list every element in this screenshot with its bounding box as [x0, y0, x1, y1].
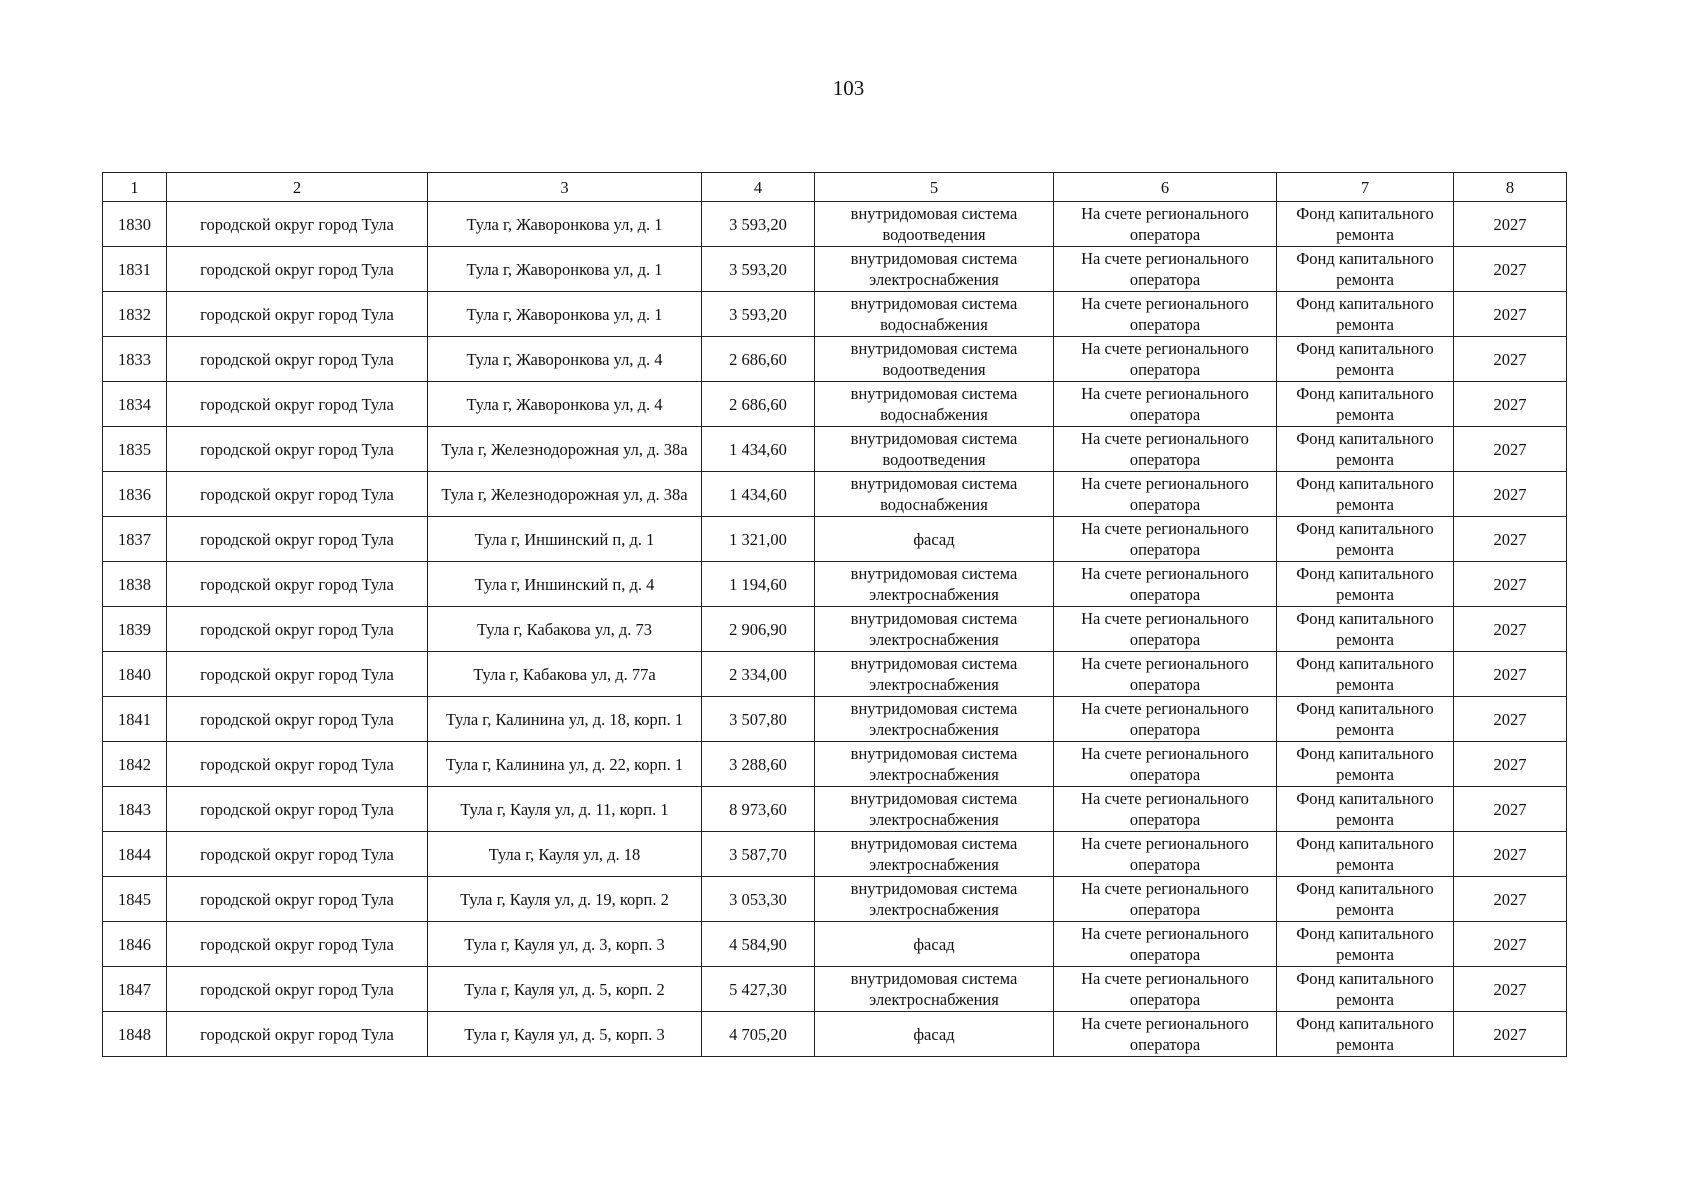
- table-row: [103, 787, 1567, 832]
- cell-fund-account: На счете регионального оператора: [1054, 967, 1277, 1012]
- cell-address: Тула г, Кауля ул, д. 19, корп. 2: [428, 877, 702, 922]
- cell-row-number: 1839: [103, 607, 167, 652]
- cell-funding-source: Фонд капитального ремонта: [1277, 652, 1454, 697]
- cell-municipality: городской округ город Тула: [167, 292, 428, 337]
- cell-funding-source: Фонд капитального ремонта: [1277, 202, 1454, 247]
- cell-address: Тула г, Кабакова ул, д. 73: [428, 607, 702, 652]
- cell-funding-source: Фонд капитального ремонта: [1277, 787, 1454, 832]
- cell-address: Тула г, Иншинский п, д. 1: [428, 517, 702, 562]
- cell-row-number: 1834: [103, 382, 167, 427]
- cell-address: Тула г, Железнодорожная ул, д. 38а: [428, 427, 702, 472]
- cell-work-type: внутридомовая система электроснабжения: [815, 967, 1054, 1012]
- cell-municipality: городской округ город Тула: [167, 607, 428, 652]
- cell-fund-account: На счете регионального оператора: [1054, 517, 1277, 562]
- cell-area: 3 288,60: [702, 742, 815, 787]
- cell-municipality: городской округ город Тула: [167, 382, 428, 427]
- cell-address: Тула г, Кауля ул, д. 18: [428, 832, 702, 877]
- cell-row-number: 1845: [103, 877, 167, 922]
- table-row: [103, 742, 1567, 787]
- cell-address: Тула г, Кауля ул, д. 3, корп. 3: [428, 922, 702, 967]
- cell-row-number: 1831: [103, 247, 167, 292]
- cell-year: 2027: [1454, 697, 1567, 742]
- cell-work-type: внутридомовая система электроснабжения: [815, 697, 1054, 742]
- cell-year: 2027: [1454, 472, 1567, 517]
- cell-fund-account: На счете регионального оператора: [1054, 202, 1277, 247]
- table-row: [103, 292, 1567, 337]
- cell-row-number: 1832: [103, 292, 167, 337]
- header-row: [103, 173, 1567, 202]
- column-header-8: 8: [1454, 173, 1567, 202]
- cell-address: Тула г, Калинина ул, д. 22, корп. 1: [428, 742, 702, 787]
- cell-row-number: 1835: [103, 427, 167, 472]
- cell-work-type: внутридомовая система электроснабжения: [815, 652, 1054, 697]
- cell-fund-account: На счете регионального оператора: [1054, 922, 1277, 967]
- cell-year: 2027: [1454, 922, 1567, 967]
- column-header-1: 1: [103, 173, 167, 202]
- cell-funding-source: Фонд капитального ремонта: [1277, 607, 1454, 652]
- cell-fund-account: На счете регионального оператора: [1054, 247, 1277, 292]
- cell-year: 2027: [1454, 427, 1567, 472]
- cell-fund-account: На счете регионального оператора: [1054, 877, 1277, 922]
- cell-address: Тула г, Кауля ул, д. 5, корп. 2: [428, 967, 702, 1012]
- page-number: 103: [832, 76, 865, 100]
- cell-area: 8 973,60: [702, 787, 815, 832]
- cell-year: 2027: [1454, 967, 1567, 1012]
- cell-funding-source: Фонд капитального ремонта: [1277, 427, 1454, 472]
- cell-funding-source: Фонд капитального ремонта: [1277, 922, 1454, 967]
- column-header-4: 4: [702, 173, 815, 202]
- capital-repair-table: [102, 172, 1567, 1057]
- cell-funding-source: Фонд капитального ремонта: [1277, 832, 1454, 877]
- cell-municipality: городской округ город Тула: [167, 967, 428, 1012]
- table-row: [103, 697, 1567, 742]
- cell-fund-account: На счете регионального оператора: [1054, 652, 1277, 697]
- cell-fund-account: На счете регионального оператора: [1054, 607, 1277, 652]
- cell-funding-source: Фонд капитального ремонта: [1277, 337, 1454, 382]
- cell-work-type: внутридомовая система водоснабжения: [815, 292, 1054, 337]
- cell-funding-source: Фонд капитального ремонта: [1277, 1012, 1454, 1057]
- cell-year: 2027: [1454, 517, 1567, 562]
- cell-funding-source: Фонд капитального ремонта: [1277, 697, 1454, 742]
- cell-year: 2027: [1454, 877, 1567, 922]
- cell-address: Тула г, Жаворонкова ул, д. 1: [428, 292, 702, 337]
- cell-year: 2027: [1454, 247, 1567, 292]
- table-row: [103, 607, 1567, 652]
- column-header-5: 5: [815, 173, 1054, 202]
- cell-work-type: внутридомовая система водоснабжения: [815, 472, 1054, 517]
- cell-funding-source: Фонд капитального ремонта: [1277, 967, 1454, 1012]
- cell-funding-source: Фонд капитального ремонта: [1277, 742, 1454, 787]
- cell-year: 2027: [1454, 787, 1567, 832]
- cell-row-number: 1838: [103, 562, 167, 607]
- cell-municipality: городской округ город Тула: [167, 742, 428, 787]
- cell-work-type: внутридомовая система водоотведения: [815, 427, 1054, 472]
- table-body: [103, 202, 1567, 1057]
- cell-row-number: 1843: [103, 787, 167, 832]
- cell-address: Тула г, Жаворонкова ул, д. 4: [428, 382, 702, 427]
- cell-work-type: фасад: [815, 1012, 1054, 1057]
- cell-municipality: городской округ город Тула: [167, 472, 428, 517]
- cell-municipality: городской округ город Тула: [167, 517, 428, 562]
- cell-fund-account: На счете регионального оператора: [1054, 382, 1277, 427]
- table-row: [103, 202, 1567, 247]
- cell-address: Тула г, Кабакова ул, д. 77а: [428, 652, 702, 697]
- cell-address: Тула г, Кауля ул, д. 5, корп. 3: [428, 1012, 702, 1057]
- cell-address: Тула г, Кауля ул, д. 11, корп. 1: [428, 787, 702, 832]
- column-header-6: 6: [1054, 173, 1277, 202]
- table-row: [103, 472, 1567, 517]
- cell-year: 2027: [1454, 562, 1567, 607]
- cell-area: 1 194,60: [702, 562, 815, 607]
- cell-year: 2027: [1454, 832, 1567, 877]
- cell-address: Тула г, Иншинский п, д. 4: [428, 562, 702, 607]
- cell-work-type: фасад: [815, 922, 1054, 967]
- cell-area: 4 584,90: [702, 922, 815, 967]
- cell-area: 3 593,20: [702, 202, 815, 247]
- table-row: [103, 337, 1567, 382]
- cell-municipality: городской округ город Тула: [167, 562, 428, 607]
- cell-work-type: внутридомовая система водоотведения: [815, 337, 1054, 382]
- cell-row-number: 1844: [103, 832, 167, 877]
- cell-fund-account: На счете регионального оператора: [1054, 427, 1277, 472]
- cell-address: Тула г, Жаворонкова ул, д. 4: [428, 337, 702, 382]
- cell-row-number: 1846: [103, 922, 167, 967]
- cell-area: 3 507,80: [702, 697, 815, 742]
- table-row: [103, 427, 1567, 472]
- cell-work-type: внутридомовая система электроснабжения: [815, 787, 1054, 832]
- cell-fund-account: На счете регионального оператора: [1054, 562, 1277, 607]
- table-row: [103, 832, 1567, 877]
- cell-work-type: внутридомовая система водоотведения: [815, 202, 1054, 247]
- cell-area: 1 434,60: [702, 472, 815, 517]
- cell-address: Тула г, Жаворонкова ул, д. 1: [428, 202, 702, 247]
- column-header-3: 3: [428, 173, 702, 202]
- cell-area: 2 686,60: [702, 337, 815, 382]
- cell-funding-source: Фонд капитального ремонта: [1277, 382, 1454, 427]
- cell-municipality: городской округ город Тула: [167, 202, 428, 247]
- cell-municipality: городской округ город Тула: [167, 922, 428, 967]
- cell-year: 2027: [1454, 202, 1567, 247]
- cell-row-number: 1840: [103, 652, 167, 697]
- cell-fund-account: На счете регионального оператора: [1054, 787, 1277, 832]
- cell-work-type: внутридомовая система электроснабжения: [815, 607, 1054, 652]
- cell-area: 3 053,30: [702, 877, 815, 922]
- cell-fund-account: На счете регионального оператора: [1054, 742, 1277, 787]
- cell-address: Тула г, Железнодорожная ул, д. 38а: [428, 472, 702, 517]
- cell-work-type: внутридомовая система электроснабжения: [815, 562, 1054, 607]
- table-row: [103, 652, 1567, 697]
- cell-fund-account: На счете регионального оператора: [1054, 292, 1277, 337]
- table-row: [103, 1012, 1567, 1057]
- cell-year: 2027: [1454, 607, 1567, 652]
- cell-funding-source: Фонд капитального ремонта: [1277, 877, 1454, 922]
- cell-year: 2027: [1454, 742, 1567, 787]
- cell-area: 1 434,60: [702, 427, 815, 472]
- cell-area: 3 593,20: [702, 247, 815, 292]
- cell-work-type: внутридомовая система водоснабжения: [815, 382, 1054, 427]
- cell-municipality: городской округ город Тула: [167, 697, 428, 742]
- table-row: [103, 967, 1567, 1012]
- table-row: [103, 922, 1567, 967]
- cell-funding-source: Фонд капитального ремонта: [1277, 247, 1454, 292]
- column-header-7: 7: [1277, 173, 1454, 202]
- cell-funding-source: Фонд капитального ремонта: [1277, 472, 1454, 517]
- cell-row-number: 1841: [103, 697, 167, 742]
- cell-area: 5 427,30: [702, 967, 815, 1012]
- cell-address: Тула г, Жаворонкова ул, д. 1: [428, 247, 702, 292]
- cell-area: 2 334,00: [702, 652, 815, 697]
- cell-row-number: 1833: [103, 337, 167, 382]
- cell-municipality: городской округ город Тула: [167, 877, 428, 922]
- cell-area: 3 593,20: [702, 292, 815, 337]
- cell-year: 2027: [1454, 652, 1567, 697]
- cell-municipality: городской округ город Тула: [167, 247, 428, 292]
- cell-funding-source: Фонд капитального ремонта: [1277, 517, 1454, 562]
- cell-area: 2 686,60: [702, 382, 815, 427]
- cell-work-type: внутридомовая система электроснабжения: [815, 877, 1054, 922]
- cell-area: 1 321,00: [702, 517, 815, 562]
- cell-municipality: городской округ город Тула: [167, 787, 428, 832]
- cell-fund-account: На счете регионального оператора: [1054, 472, 1277, 517]
- cell-work-type: внутридомовая система электроснабжения: [815, 832, 1054, 877]
- table-row: [103, 247, 1567, 292]
- cell-row-number: 1842: [103, 742, 167, 787]
- column-header-2: 2: [167, 173, 428, 202]
- table-row: [103, 877, 1567, 922]
- cell-municipality: городской округ город Тула: [167, 427, 428, 472]
- cell-work-type: внутридомовая система электроснабжения: [815, 247, 1054, 292]
- cell-year: 2027: [1454, 1012, 1567, 1057]
- cell-municipality: городской округ город Тула: [167, 337, 428, 382]
- cell-fund-account: На счете регионального оператора: [1054, 697, 1277, 742]
- cell-work-type: внутридомовая система электроснабжения: [815, 742, 1054, 787]
- cell-area: 3 587,70: [702, 832, 815, 877]
- cell-fund-account: На счете регионального оператора: [1054, 1012, 1277, 1057]
- cell-row-number: 1836: [103, 472, 167, 517]
- table-row: [103, 382, 1567, 427]
- table-row: [103, 517, 1567, 562]
- cell-fund-account: На счете регионального оператора: [1054, 832, 1277, 877]
- cell-municipality: городской округ город Тула: [167, 652, 428, 697]
- cell-funding-source: Фонд капитального ремонта: [1277, 562, 1454, 607]
- cell-row-number: 1848: [103, 1012, 167, 1057]
- cell-work-type: фасад: [815, 517, 1054, 562]
- cell-row-number: 1837: [103, 517, 167, 562]
- cell-row-number: 1830: [103, 202, 167, 247]
- cell-fund-account: На счете регионального оператора: [1054, 337, 1277, 382]
- cell-area: 2 906,90: [702, 607, 815, 652]
- table-row: [103, 562, 1567, 607]
- cell-municipality: городской округ город Тула: [167, 1012, 428, 1057]
- cell-year: 2027: [1454, 337, 1567, 382]
- cell-funding-source: Фонд капитального ремонта: [1277, 292, 1454, 337]
- cell-row-number: 1847: [103, 967, 167, 1012]
- cell-year: 2027: [1454, 292, 1567, 337]
- cell-municipality: городской округ город Тула: [167, 832, 428, 877]
- cell-area: 4 705,20: [702, 1012, 815, 1057]
- table-header: [103, 173, 1567, 202]
- cell-year: 2027: [1454, 382, 1567, 427]
- cell-address: Тула г, Калинина ул, д. 18, корп. 1: [428, 697, 702, 742]
